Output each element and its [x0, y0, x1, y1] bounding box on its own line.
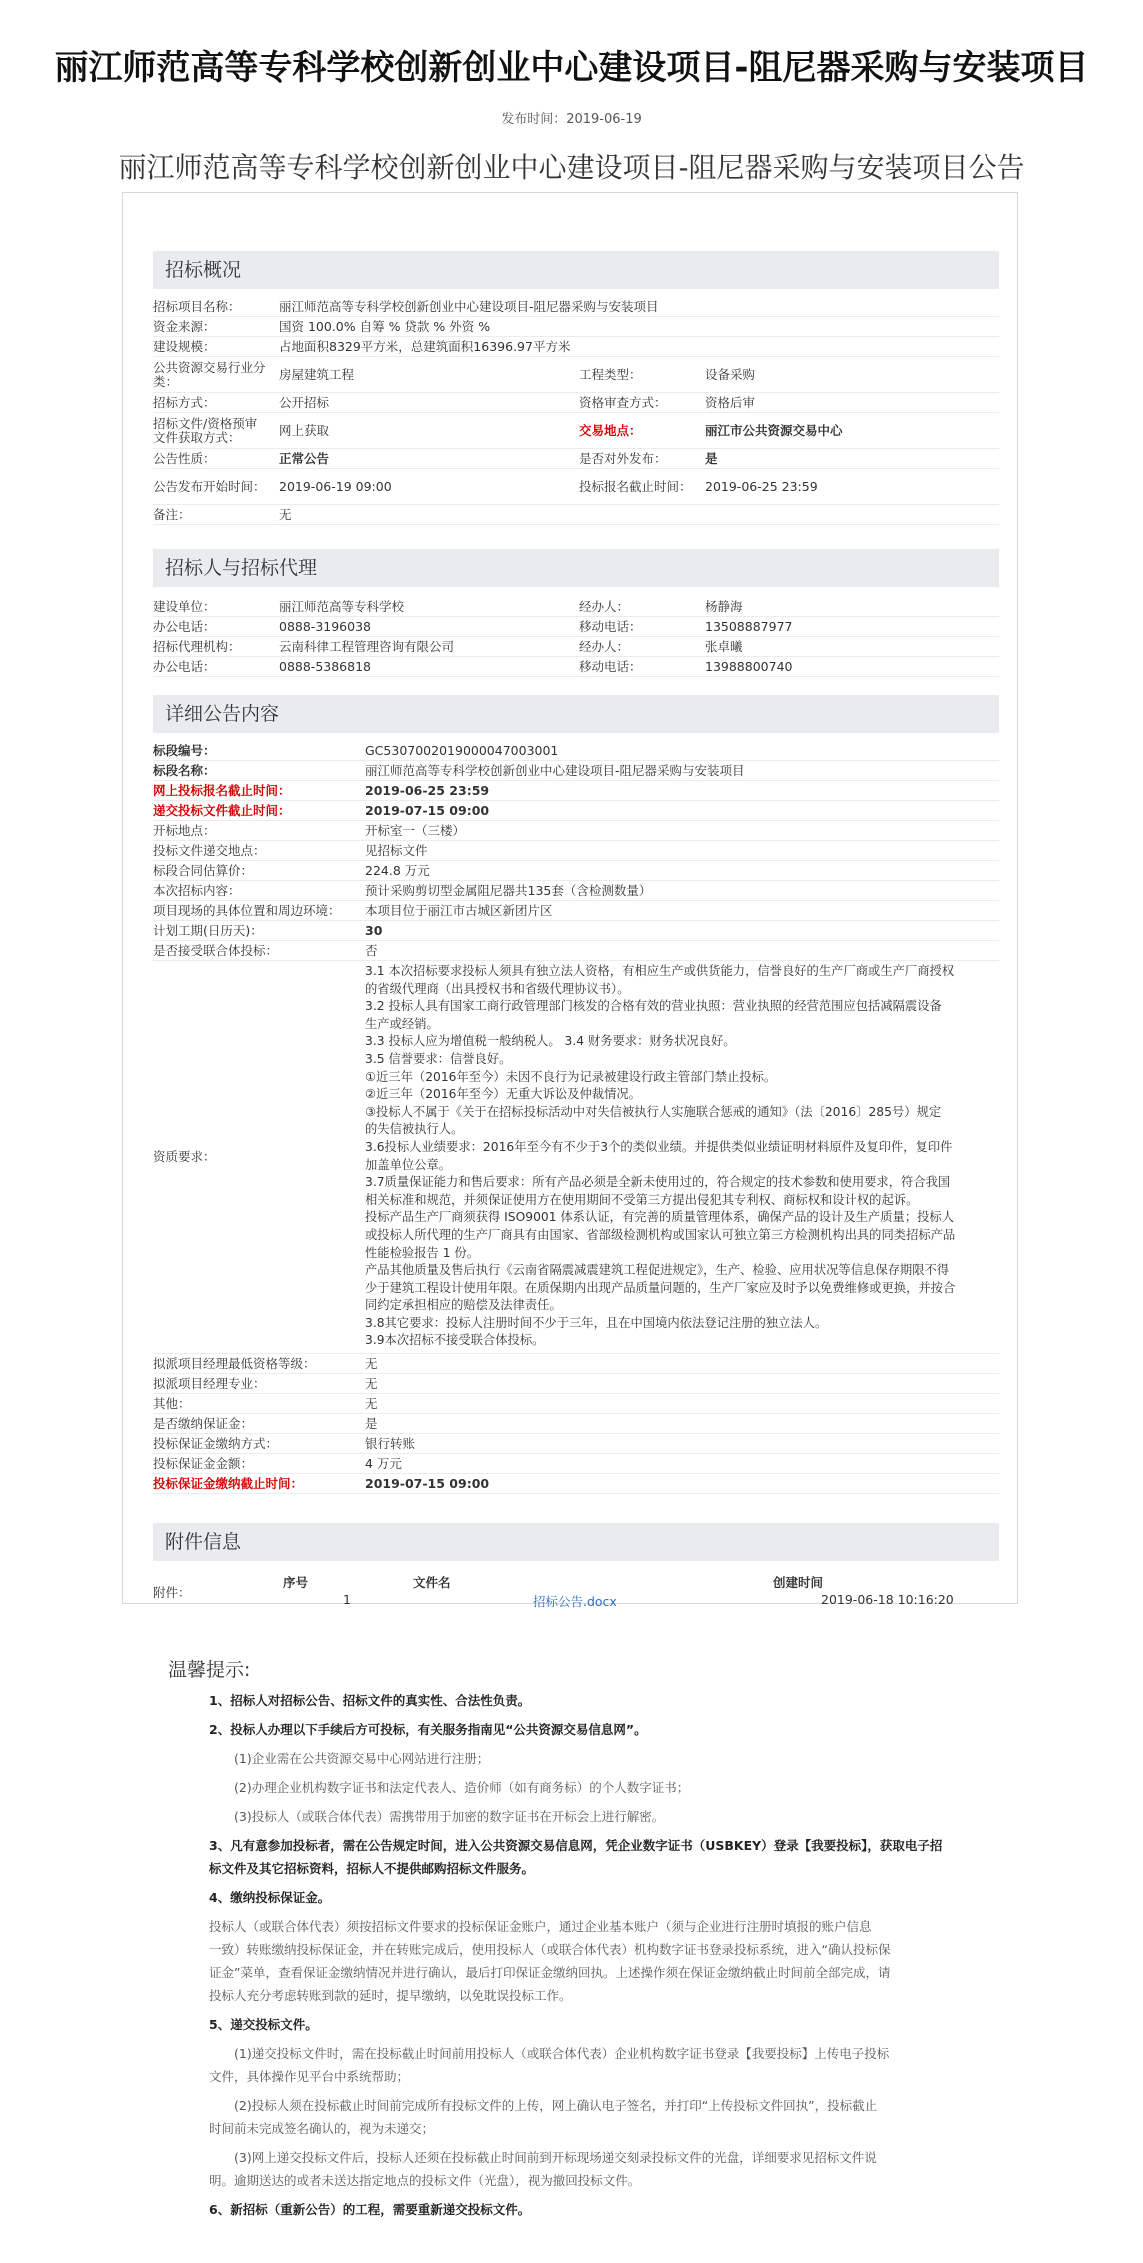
tip-line: 4、缴纳投标保证金。 — [209, 1890, 331, 1905]
qualification-line: 3.7质量保证能力和售后要求：所有产品必须是全新未使用过的，符合规定的技术参数和使用要求，符合我国 — [365, 1175, 951, 1190]
table-row — [153, 413, 999, 449]
field-value: 预计采购剪切型金属阻尼器共135套（含检测数量） — [365, 882, 652, 898]
qualification-line: 3.8其它要求：投标人注册时间不少于三年，且在中国境内依法登记注册的独立法人。 — [365, 1315, 828, 1330]
field-value: 13508887977 — [705, 618, 793, 634]
table-row — [153, 505, 999, 525]
qualification-line: 或投标人所代理的生产厂商具有由国家、省部级检测机构或国家认可独立第三方检测机构出具的同类招标产品 — [365, 1227, 956, 1242]
field-label: 拟派项目经理专业： — [153, 1375, 266, 1391]
qualification-line: 相关标准和规范，并须保证使用方在使用期间不受第三方提出侵犯其专利权、商标权和设计权的起诉。 — [365, 1192, 919, 1207]
qualification-line: 生产或经销。 — [365, 1016, 439, 1031]
tip-line: 明。逾期送达的或者未送达指定地点的投标文件（光盘），视为撤回投标文件。 — [209, 2173, 641, 2188]
tip-line: 时间前未完成签名确认的，视为未递交； — [209, 2121, 435, 2136]
field-value: 2019-06-19 09:00 — [279, 478, 392, 494]
table-row — [153, 1374, 999, 1394]
attachment-table — [153, 1573, 999, 1609]
tip-line: (2)投标人须在投标截止时间前完成所有投标文件的上传，网上确认电子签名，并打印“上传投标文件回执”，投标截止 — [234, 2098, 878, 2113]
field-value: 4 万元 — [365, 1455, 402, 1471]
qualification-line: 3.9本次招标不接受联合体投标。 — [365, 1333, 545, 1348]
table-row — [153, 881, 999, 901]
field-label: 招标文件/资格预审文件获取方式： — [153, 415, 258, 445]
notice-title: 丽江师范高等专科学校创新创业中心建设项目-阻尼器采购与安装项目公告 — [118, 151, 1025, 184]
qualification-line: 的省级代理商（出具授权书和省级代理协议书）。 — [365, 981, 630, 996]
field-label: 投标报名截止时间： — [579, 478, 692, 494]
field-value: 见招标文件 — [365, 842, 428, 858]
field-value: 丽江市公共资源交易中心 — [705, 422, 843, 438]
field-value: GC5307002019000047003001 — [365, 742, 559, 758]
table-row — [153, 317, 999, 337]
table-row — [153, 1394, 999, 1414]
table-row — [153, 469, 999, 505]
field-label: 招标项目名称： — [153, 298, 241, 314]
table-row — [153, 1354, 999, 1374]
field-label: 是否接受联合体投标： — [153, 942, 279, 958]
notice-box — [122, 192, 1018, 1609]
field-value: 云南科律工程管理咨询有限公司 — [279, 638, 455, 654]
table-row — [153, 781, 999, 801]
field-label: 标段名称： — [153, 762, 216, 778]
table-row — [153, 657, 999, 677]
table-row — [153, 337, 999, 357]
qualification-line: 产品其他质量及售后执行《云南省隔震减震建筑工程促进规定》，生产、检验、应用状况等信息保存期限不得 — [365, 1263, 950, 1278]
section-overview-header: 招标概况 — [153, 251, 999, 289]
field-label: 移动电话： — [579, 658, 642, 674]
field-label: 本次招标内容： — [153, 882, 241, 898]
col-file-header: 文件名 — [413, 1575, 451, 1590]
field-label: 招标代理机构： — [153, 638, 241, 654]
field-label: 交易地点： — [579, 422, 642, 438]
field-label: 经办人： — [579, 598, 630, 614]
field-value: 224.8 万元 — [365, 862, 430, 878]
page-title: 丽江师范高等专科学校创新创业中心建设项目-阻尼器采购与安装项目 — [54, 48, 1089, 88]
table-row — [153, 941, 999, 961]
field-label: 办公电话： — [153, 658, 216, 674]
field-value: 30 — [365, 922, 383, 938]
field-value: 占地面积8329平方米，总建筑面积16396.97平方米 — [279, 338, 571, 354]
table-row — [153, 901, 999, 921]
table-row — [153, 393, 999, 413]
field-label: 拟派项目经理最低资格等级： — [153, 1355, 316, 1371]
table-row — [153, 761, 999, 781]
field-value: 2019-06-25 23:59 — [365, 782, 490, 798]
qualification-line: ②近三年（2016年至今）无重大诉讼及仲裁情况。 — [365, 1087, 641, 1102]
table-row — [153, 1434, 999, 1454]
field-label: 资格审查方式： — [579, 394, 667, 410]
field-value: 国资 100.0% 自筹 % 贷款 % 外资 % — [279, 318, 491, 334]
field-value: 杨静海 — [705, 598, 743, 614]
qualification-line: ③投标人不属于《关于在招标投标活动中对失信被执行人实施联合惩戒的通知》（法〔2016〕285号）规定 — [365, 1104, 942, 1119]
field-value: 2019-06-25 23:59 — [705, 478, 818, 494]
field-label: 经办人： — [579, 638, 630, 654]
field-value: 张卓曦 — [705, 638, 743, 654]
table-row — [153, 449, 999, 469]
section-detail-header: 详细公告内容 — [153, 695, 999, 733]
field-label: 投标保证金缴纳截止时间： — [153, 1475, 304, 1491]
table-row — [153, 637, 999, 657]
field-value: 2019-07-15 09:00 — [365, 802, 490, 818]
field-label: 开标地点： — [153, 822, 216, 838]
field-label: 网上投标报名截止时间： — [153, 782, 291, 798]
table-row — [153, 1414, 999, 1434]
table-row — [153, 1474, 999, 1494]
field-label: 是否对外发布： — [579, 450, 667, 466]
tip-line: (3)投标人（或联合体代表）需携带用于加密的数字证书在开标会上进行解密。 — [234, 1809, 665, 1824]
field-label: 公告发布开始时间： — [153, 478, 266, 494]
field-value: 丽江师范高等专科学校创新创业中心建设项目-阻尼器采购与安装项目 — [365, 762, 745, 778]
table-row — [153, 861, 999, 881]
tip-line: 标文件及其它招标资料，招标人不提供邮购招标文件服务。 — [209, 1861, 535, 1876]
table-row — [153, 841, 999, 861]
tip-line: 一致）转账缴纳投标保证金，并在转账完成后，使用投标人（或联合体代表）机构数字证书登录投标系统，进入“确认投标保 — [209, 1942, 891, 1957]
table-row — [153, 597, 999, 617]
attachment-no: 1 — [343, 1592, 351, 1607]
field-value: 无 — [279, 506, 292, 522]
attachment-time: 2019-06-18 10:16:20 — [821, 1592, 954, 1607]
tip-line: 5、递交投标文件。 — [209, 2017, 318, 2032]
tip-line: 1、招标人对招标公告、招标文件的真实性、合法性负责。 — [209, 1693, 531, 1708]
table-row — [153, 617, 999, 637]
field-value: 房屋建筑工程 — [279, 366, 355, 382]
field-label: 投标保证金缴纳方式： — [153, 1435, 279, 1451]
field-value: 0888-3196038 — [279, 618, 371, 634]
field-label: 标段编号： — [153, 742, 216, 758]
table-row — [153, 357, 999, 393]
field-label: 项目现场的具体位置和周边环境： — [153, 902, 341, 918]
field-value: 本项目位于丽江市古城区新团片区 — [365, 902, 553, 918]
qualification-line: 投标产品生产厂商须获得 ISO9001 体系认证，有完善的质量管理体系，确保产品的设计及生产质量；投标人 — [365, 1210, 954, 1225]
field-label: 递交投标文件截止时间： — [153, 802, 291, 818]
field-value: 2019-07-15 09:00 — [365, 1475, 490, 1491]
qualification-line: 少于建筑工程设计使用年限。在质保期内出现产品质量问题的，生产厂家应及时予以免费维修或更换，并按合 — [365, 1280, 956, 1295]
field-label: 其他： — [153, 1395, 191, 1411]
field-value: 设备采购 — [705, 366, 756, 382]
qualification-line: 同约定承担相应的赔偿及法律责任。 — [365, 1298, 562, 1313]
field-label: 投标保证金金额： — [153, 1455, 254, 1471]
col-no-header: 序号 — [283, 1575, 309, 1590]
field-label: 备注： — [153, 506, 191, 522]
table-row — [153, 741, 999, 761]
field-value: 公开招标 — [279, 394, 330, 410]
field-label: 计划工期(日历天)： — [153, 922, 263, 938]
field-value: 网上获取 — [279, 422, 330, 438]
table-row — [153, 1454, 999, 1474]
attachment-label: 附件： — [153, 1585, 191, 1600]
attachment-file-link[interactable]: 招标公告.docx — [533, 1594, 617, 1609]
table-row — [153, 821, 999, 841]
field-value: 无 — [365, 1375, 378, 1391]
qualification-line: 的失信被执行人。 — [365, 1122, 464, 1137]
field-label: 工程类型： — [579, 366, 642, 382]
qualification-line: 3.5 信誉要求：信誉良好。 — [365, 1051, 512, 1066]
field-label: 标段合同估算价： — [153, 862, 254, 878]
tip-line: 6、新招标（重新公告）的工程，需要重新递交投标文件。 — [209, 2202, 531, 2217]
section-agent-header: 招标人与招标代理 — [153, 549, 999, 587]
qualification-line: 3.6投标人业绩要求：2016年至今有不少于3个的类似业绩。并提供类似业绩证明材料原件及复印件，复印件 — [365, 1139, 953, 1154]
publish-label: 发布时间： — [501, 112, 567, 127]
field-value: 丽江师范高等专科学校创新创业中心建设项目-阻尼器采购与安装项目 — [279, 298, 659, 314]
field-label: 招标方式： — [153, 394, 216, 410]
field-label: 是否缴纳保证金： — [153, 1415, 254, 1431]
field-label: 建设规模： — [153, 338, 216, 354]
field-value: 是 — [705, 450, 718, 466]
col-time-header: 创建时间 — [773, 1575, 824, 1590]
publish-date: 2019-06-19 — [566, 112, 642, 127]
field-value: 丽江师范高等专科学校 — [279, 598, 405, 614]
qualification-line: 3.3 投标人应为增值税一般纳税人。 3.4 财务要求：财务状况良好。 — [365, 1034, 736, 1049]
tip-line: 投标人（或联合体代表）须按招标文件要求的投标保证金账户，通过企业基本账户（须与企业进行注册时填报的账户信息 — [209, 1919, 872, 1934]
field-value: 无 — [365, 1395, 378, 1411]
tip-line: (3)网上递交投标文件后，投标人还须在投标截止时间前到开标现场递交刻录投标文件的光盘，详细要求见招标文件说 — [234, 2150, 877, 2165]
tip-line: 投标人充分考虑转账到款的延时，提早缴纳，以免耽误投标工作。 — [209, 1988, 572, 2003]
field-label: 建设单位： — [153, 598, 216, 614]
field-label: 公告性质： — [153, 450, 216, 466]
tip-line: 2、投标人办理以下手续后方可投标，有关服务指南见“公共资源交易信息网”。 — [209, 1722, 647, 1737]
table-row — [153, 297, 999, 317]
tips-header: 温馨提示: — [168, 1659, 251, 1681]
field-value: 无 — [365, 1355, 378, 1371]
tip-line: 3、凡有意参加投标者，需在公告规定时间，进入公共资源交易信息网，凭企业数字证书（USBKEY）登录【我要投标】，获取电子招 — [209, 1838, 943, 1853]
table-row — [153, 801, 999, 821]
field-value: 是 — [365, 1415, 378, 1431]
tip-line: 证金”菜单，查看保证金缴纳情况并进行确认，最后打印保证金缴纳回执。上述操作须在保证金缴纳截止时间前全部完成，请 — [209, 1965, 891, 1980]
publish-info — [0, 108, 1143, 127]
tip-line: (1)递交投标文件时，需在投标截止时间前用投标人（或联合体代表）企业机构数字证书登录【我要投标】上传电子投标 — [234, 2046, 890, 2061]
tip-line: (2)办理企业机构数字证书和法定代表人、造价师（如有商务标）的个人数字证书； — [234, 1780, 690, 1795]
field-value: 0888-5386818 — [279, 658, 371, 674]
field-value: 否 — [365, 942, 378, 958]
field-value: 银行转账 — [365, 1435, 416, 1451]
field-value: 资格后审 — [705, 394, 756, 410]
qualification-line: 加盖单位公章。 — [365, 1157, 452, 1172]
field-value: 开标室一（三楼） — [365, 822, 466, 838]
field-label: 公共资源交易行业分类： — [153, 359, 266, 389]
qualification-line: 3.1 本次招标要求投标人须具有独立法人资格，有相应生产或供货能力，信誉良好的生产厂商或生产厂商授权 — [365, 964, 955, 978]
field-label: 移动电话： — [579, 618, 642, 634]
tip-line: (1)企业需在公共资源交易中心网站进行注册； — [234, 1751, 490, 1766]
qualification-line: ①近三年（2016年至今）未因不良行为记录被建设行政主管部门禁止投标。 — [365, 1069, 777, 1084]
qualification-line: 性能检验报告 1 份。 — [365, 1245, 480, 1260]
field-value: 13988800740 — [705, 658, 793, 674]
field-label: 资质要求： — [153, 1149, 216, 1165]
field-label: 资金来源： — [153, 318, 216, 334]
qualification-text — [365, 963, 995, 1350]
tip-line: 文件，具体操作见平台中系统帮助； — [209, 2069, 410, 2084]
field-label: 办公电话： — [153, 618, 216, 634]
table-row — [153, 921, 999, 941]
qualification-row — [153, 961, 999, 1354]
qualification-line: 3.2 投标人具有国家工商行政管理部门核发的合格有效的营业执照：营业执照的经营范围应包括减隔震设备 — [365, 999, 942, 1014]
field-label: 投标文件递交地点： — [153, 842, 266, 858]
field-value: 正常公告 — [279, 450, 330, 466]
section-attachments-header: 附件信息 — [153, 1523, 999, 1561]
